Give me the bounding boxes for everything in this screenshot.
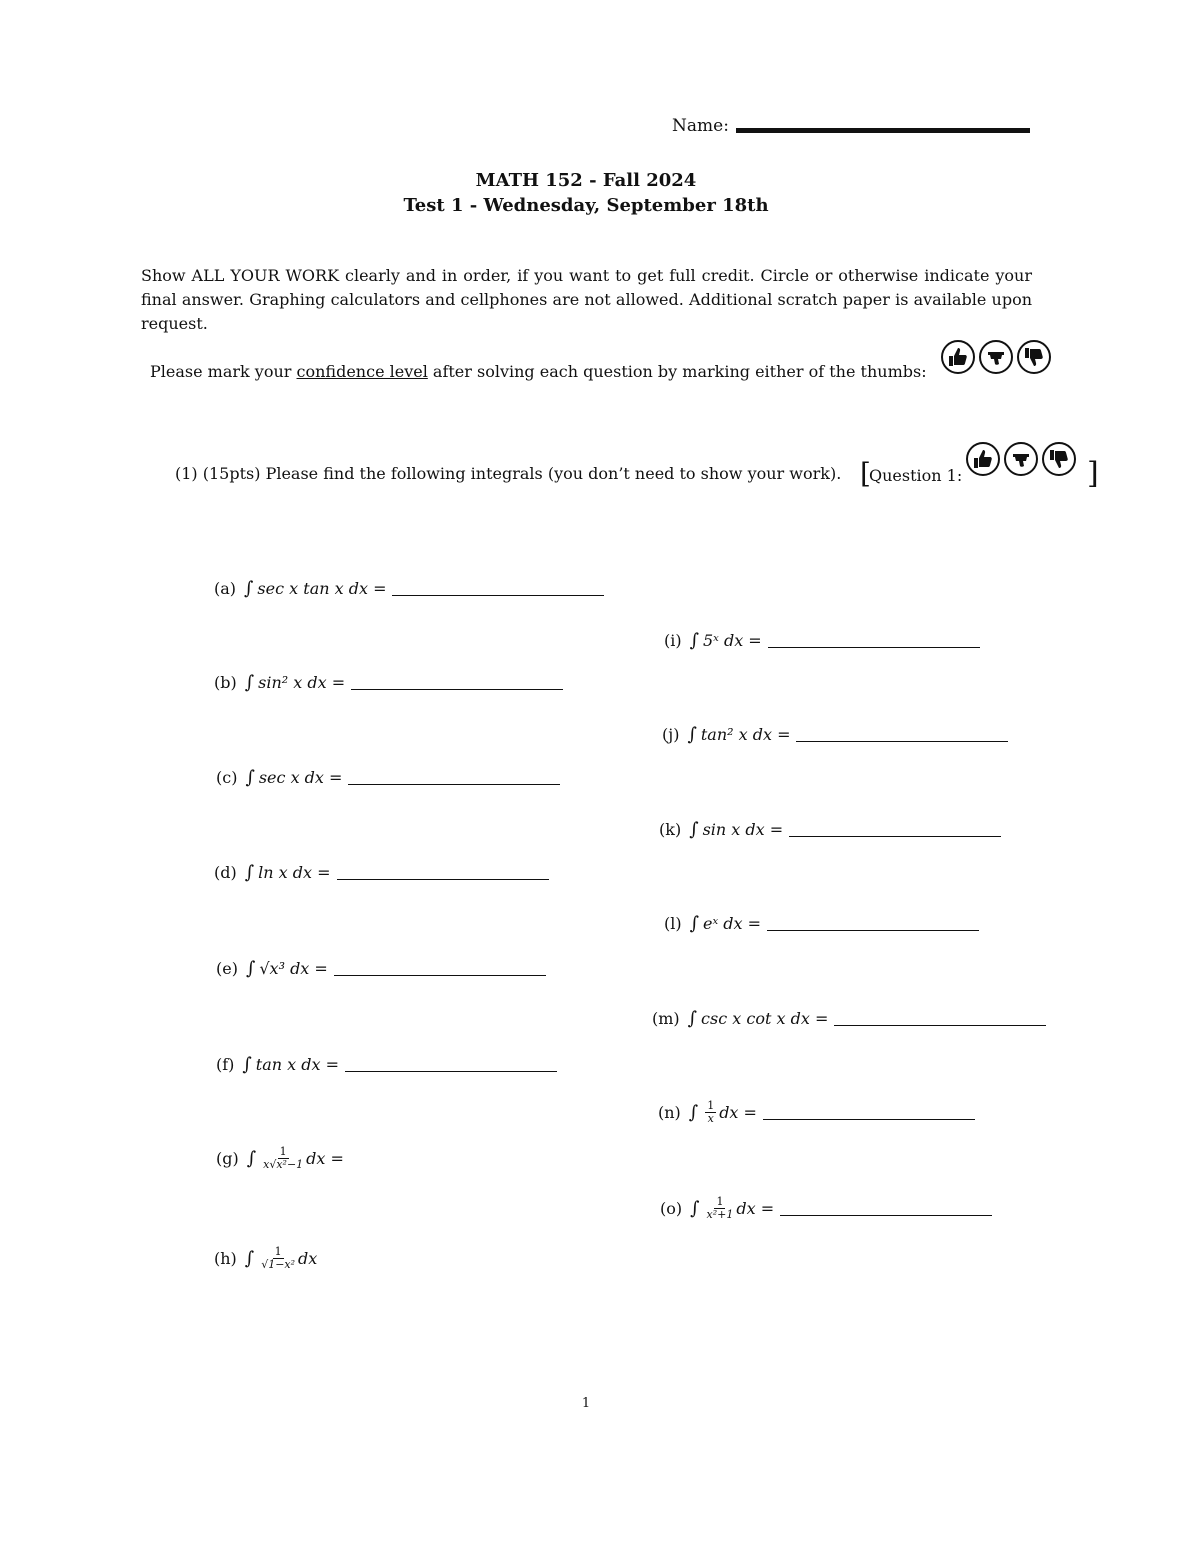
test-title: Test 1 - Wednesday, September 18th — [403, 195, 769, 216]
integral-i: (i) ∫ 5ˣ dx = — [664, 630, 980, 651]
course-title: MATH 152 - Fall 2024 — [475, 170, 697, 191]
thumbs-down-icon[interactable] — [1042, 442, 1076, 476]
integral-b: (b) ∫ sin² x dx = — [214, 672, 563, 693]
thumbs-down-icon — [1017, 340, 1051, 374]
page-number: 1 — [581, 1396, 591, 1411]
integral-n: (n) ∫ $\frac{1}{x}$ dx = — [658, 1100, 975, 1125]
thumbs-up-icon — [941, 340, 975, 374]
integral-e: (e) ∫ √x³ dx = — [216, 958, 546, 979]
fraction: $\frac{1}{\text{√1−x²}}$ — [261, 1245, 296, 1271]
answer-blank[interactable] — [392, 581, 604, 596]
fraction: $\frac{1}{x}$ — [707, 1099, 715, 1125]
integral-l: (l) ∫ eˣ dx = — [664, 913, 979, 934]
integral-c: (c) ∫ sec x dx = — [216, 767, 560, 788]
integral-f: (f) ∫ tan x dx = — [216, 1054, 557, 1075]
answer-blank[interactable] — [834, 1011, 1046, 1026]
question-1-confidence-thumbs — [966, 442, 1076, 476]
integral-h: (h) ∫ $\frac{1}{\text{√1−x²}}$ dx — [214, 1245, 318, 1271]
bracket-left: [ — [860, 457, 871, 490]
name-field[interactable] — [736, 128, 1030, 133]
legend-thumbs — [941, 340, 1051, 374]
answer-blank[interactable] — [763, 1105, 975, 1120]
instructions: Show ALL YOUR WORK clearly and in order, if you want to get full credit. Circle or otherwise indicate your final answer. Graphing calculators and cellphones are not allowed. Additional scratch paper is available upon request. — [141, 266, 1032, 333]
thumbs-up-icon[interactable] — [966, 442, 1000, 476]
answer-blank[interactable] — [345, 1057, 557, 1072]
question-1-prompt: (1) (15pts) Please find the following integrals (you don’t need to show your work). — [175, 464, 842, 483]
answer-blank[interactable] — [334, 961, 546, 976]
answer-blank[interactable] — [796, 727, 1008, 742]
integral-j: (j) ∫ tan² x dx = — [662, 724, 1008, 745]
answer-blank[interactable] — [789, 822, 1001, 837]
thumbs-sideways-icon[interactable] — [1004, 442, 1038, 476]
integral-a: (a) ∫ sec x tan x dx = — [214, 578, 604, 599]
confidence-level-underline: confidence level — [296, 362, 428, 381]
name-label: Name: — [672, 116, 729, 136]
answer-blank[interactable] — [780, 1201, 992, 1216]
answer-blank[interactable] — [348, 770, 560, 785]
answer-blank[interactable] — [768, 633, 980, 648]
answer-blank[interactable] — [337, 865, 549, 880]
thumbs-sideways-icon — [979, 340, 1013, 374]
answer-blank[interactable] — [767, 916, 979, 931]
bracket-right: ] — [1087, 456, 1099, 491]
integral-m: (m) ∫ csc x cot x dx = — [652, 1008, 1046, 1029]
question-1-confidence-label: Question 1: — [869, 466, 963, 485]
answer-blank[interactable] — [351, 675, 563, 690]
confidence-instructions: Please mark your confidence level after solving each question by marking either of the thumbs: — [150, 362, 927, 381]
integral-k: (k) ∫ sin x dx = — [659, 819, 1001, 840]
integral-o: (o) ∫ $\frac{1}{\text{x²+1}}$ dx = — [660, 1196, 992, 1221]
fraction: $\frac{1}{\text{x²+1}}$ — [706, 1195, 734, 1221]
integral-g: (g) ∫ $\frac{1}{\text{x√x²−1}}$ dx = — [216, 1145, 344, 1171]
integral-d: (d) ∫ ln x dx = — [214, 862, 549, 883]
fraction: $\frac{1}{\text{x√x²−1}}$ — [263, 1145, 304, 1171]
